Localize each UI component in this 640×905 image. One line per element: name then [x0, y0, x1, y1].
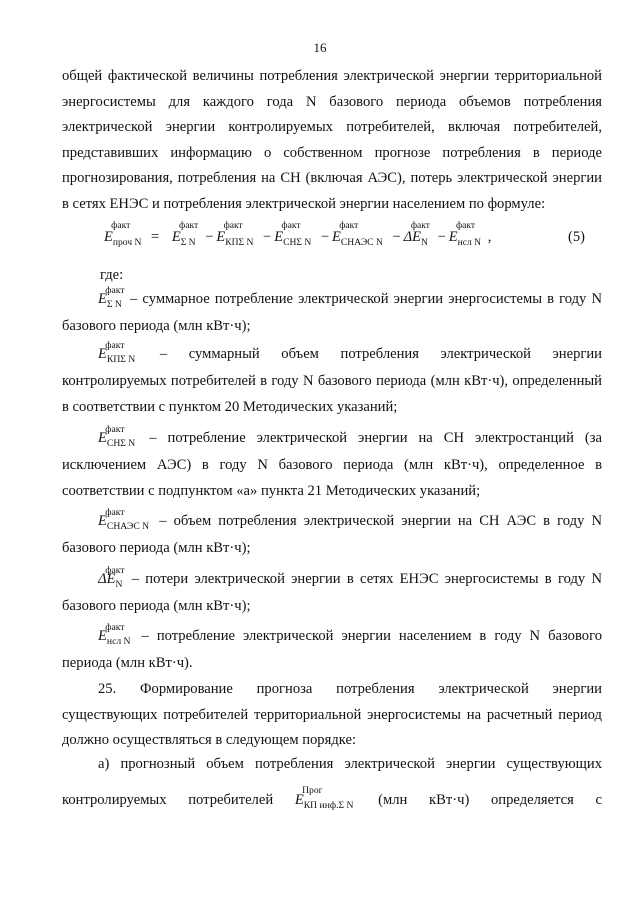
- formula-tail: ,: [487, 229, 492, 245]
- where-label: где:: [100, 267, 124, 283]
- intro-paragraph: [62, 64, 602, 217]
- text-line: в сетях ЕНЭС и потребления электрической энергии населением по формуле:: [62, 195, 546, 212]
- text-line: соответствии с подпунктом «а» пункта 21 Методических указаний;: [62, 482, 481, 499]
- text-line: представивших информацию о собственном прогнозе потребления в периоде: [62, 144, 602, 161]
- definition-own-needs-plants: [62, 425, 602, 504]
- formula-term: − E факт $_{СНАЭС N}$: [320, 219, 383, 249]
- definition-line: E факт $_{СН\Sigma N}$ – потребление электрической энергии на СН электростанций (за: [62, 425, 602, 453]
- section-25: [62, 677, 602, 754]
- text-line: в соответствии с пунктом 20 Методических указаний;: [62, 398, 398, 415]
- symbol-E-sn-aes: E факт $_{СНАЭС N}$: [98, 506, 150, 533]
- text-line: электрической энергии контролируемых потребителей, включая потребителей,: [62, 119, 602, 135]
- text-line: общей фактической величины потребления электрической энергии территориальной: [62, 68, 602, 84]
- text-line: энергосистемы для каждого года N базового периода объемов потребления: [62, 93, 602, 110]
- formula-equals: =: [151, 229, 160, 245]
- definition-population: [62, 623, 602, 677]
- formula-body: [104, 219, 492, 249]
- formula-number: (5): [568, 229, 585, 245]
- symbol-E-nsl: E факт $_{нсл N}$: [98, 621, 131, 648]
- text-line: исключением АЭС) в году N базового периода (млн кВт·ч), определенное в: [62, 457, 602, 473]
- symbol-E-sn: E факт $_{СН\Sigma N}$: [98, 423, 136, 450]
- formula-term: − ΔE факт $_N$: [392, 219, 430, 249]
- definition-losses: [62, 566, 602, 620]
- symbol-E-prog: E Прог $_{КП инф.\Sigma N}$: [294, 785, 354, 811]
- text-line: периода (млн кВт·ч).: [62, 655, 193, 671]
- text-line: а) прогнозный объем потребления электрической энергии существующих: [98, 756, 602, 772]
- definition-own-needs-npp: [62, 508, 602, 562]
- formula-lhs-symbol: E факт $_{проч N}$: [104, 219, 142, 249]
- definition-line: E факт $_{нсл N}$ – потребление электрической энергии населением в году N базового: [62, 623, 602, 651]
- text-line: существующих потребителей территориальной энергосистемы на расчетный период: [62, 706, 602, 723]
- text-line: прогнозирования, потребления на СН (включая АЭС), потерь электрической энергии: [62, 170, 602, 186]
- page-number: 16: [313, 40, 327, 55]
- definition-line: E факт $_{СНАЭС N}$ – объем потребления электрической энергии на СН АЭС в году N: [62, 508, 602, 536]
- item-a: [62, 752, 602, 814]
- text-line: базового периода (млн кВт·ч);: [62, 540, 251, 556]
- text-line: должно осуществляться в следующем порядке:: [62, 732, 356, 748]
- text-line: 25. Формирование прогноза потребления электрической энергии: [98, 681, 602, 697]
- definition-total-consumption: [62, 286, 602, 340]
- formula-term: − E факт $_{СН\Sigma N}$: [263, 219, 312, 249]
- formula-term: − E факт $_{КП\Sigma N}$: [205, 219, 254, 249]
- text-line: контролируемых потребителей E Прог $_{КП инф.\Sigma N}$ (млн кВт·ч) определяется с: [62, 788, 602, 815]
- definition-line: ΔE факт $_N$ – потери электрической энергии в сетях ЕНЭС энергосистемы в году N: [62, 566, 602, 594]
- text-line: базового периода (млн кВт·ч);: [62, 598, 251, 614]
- symbol-E-kp: E факт $_{КП\Sigma N}$: [98, 339, 136, 366]
- symbol-delta-E: ΔE факт $_N$: [98, 564, 125, 591]
- formula-term: E факт $_{\Sigma N}$: [171, 219, 199, 249]
- formula-term: − E факт $_{нсл N}$: [437, 219, 482, 249]
- definition-line: E факт $_{\Sigma N}$ – суммарное потребление электрической энергии энергосистемы в году N: [62, 286, 602, 314]
- definition-line: E факт $_{КП\Sigma N}$ – суммарный объем потребления электрической энергии: [62, 341, 602, 369]
- text-line: контролируемых потребителей в году N базового периода (млн кВт·ч), определенный: [62, 373, 602, 389]
- symbol-E-sum: E факт $_{\Sigma N}$: [98, 284, 125, 311]
- definition-controlled-consumers: [62, 341, 602, 420]
- text-line: базового периода (млн кВт·ч);: [62, 318, 251, 334]
